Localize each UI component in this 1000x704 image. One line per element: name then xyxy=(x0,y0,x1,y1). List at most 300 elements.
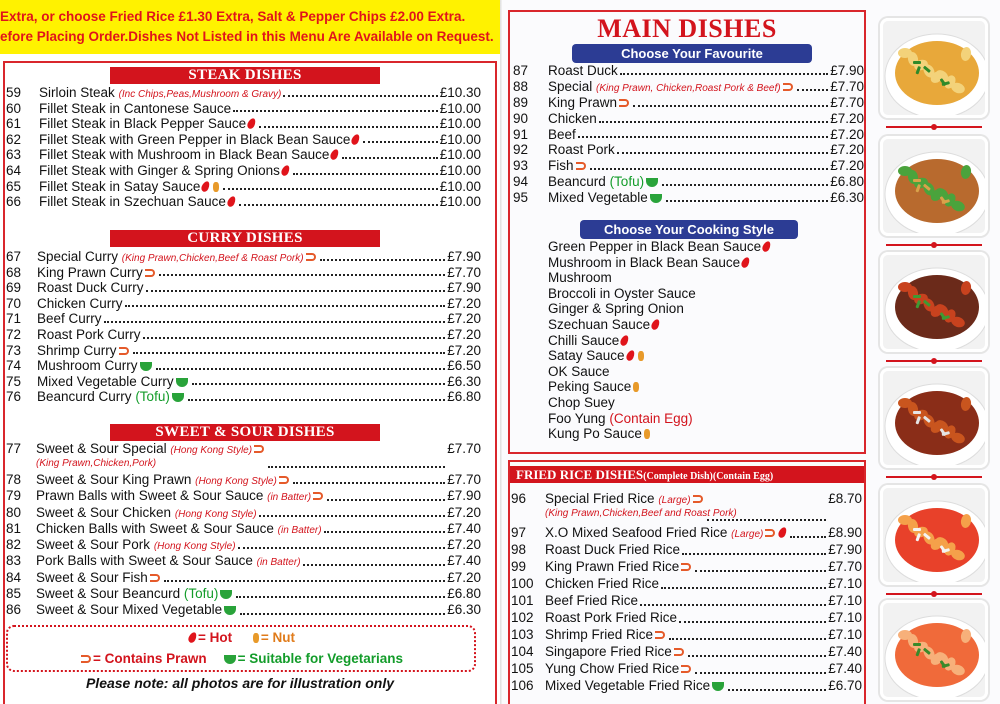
item-number: 96 xyxy=(511,491,527,506)
prawn-icon xyxy=(674,648,684,656)
item-name: Fillet Steak with Mushroom in Black Bean Sauce xyxy=(39,147,330,163)
prawn-icon xyxy=(681,665,691,673)
dot-leader xyxy=(578,127,828,139)
item-number: 68 xyxy=(6,264,22,280)
dot-leader xyxy=(620,63,828,75)
beef-stirfry-photo xyxy=(880,252,988,352)
chili-icon xyxy=(740,256,751,269)
item-name: Beancurd Curry xyxy=(37,389,132,405)
dot-leader xyxy=(797,79,829,91)
item-name-line xyxy=(545,525,828,542)
item-name: Shrimp Curry xyxy=(37,342,117,358)
item-name-line xyxy=(545,593,828,610)
dot-leader xyxy=(303,553,446,565)
cooking-style-item xyxy=(548,239,772,255)
dot-leader xyxy=(342,147,437,159)
item-name-line xyxy=(548,158,830,174)
item-name: Fillet Steak with Green Pepper in Black Bean Sauce xyxy=(39,131,351,147)
item-name-line xyxy=(548,111,830,127)
banner-line-2: efore Placing Order.Dishes Not Listed in this Menu Are Available on Request. xyxy=(0,29,494,44)
item-name-line xyxy=(548,95,830,111)
item-price: £7.20 xyxy=(447,569,481,585)
item-price: £7.10 xyxy=(828,576,862,591)
item-price: £7.20 xyxy=(447,342,481,358)
item-name: Sweet & Sour Mixed Vegetable xyxy=(36,602,223,618)
item-name-wrap xyxy=(548,142,617,158)
item-name: King Prawn Curry xyxy=(37,264,143,280)
legend-nut: = Nut xyxy=(260,630,296,645)
item-number: 80 xyxy=(6,504,22,520)
cooking-style-name: Broccoli in Oyster Sauce xyxy=(548,285,696,301)
item-price: £6.80 xyxy=(447,586,481,602)
item-price: £7.70 xyxy=(830,78,864,94)
item-name: Roast Duck Fried Rice xyxy=(545,542,681,557)
item-name: Singapore Fried Rice xyxy=(545,644,672,659)
decorative-divider xyxy=(872,122,996,132)
item-name: Fillet Steak in Satay Sauce xyxy=(39,178,201,194)
item-number: 83 xyxy=(6,553,22,569)
item-number: 61 xyxy=(6,116,22,132)
item-price: £6.70 xyxy=(828,678,862,693)
item-price: £7.90 xyxy=(447,280,481,296)
menu-item-86 xyxy=(6,602,481,618)
sweet-sour-section-title: SWEET & SOUR DISHES xyxy=(110,424,380,441)
item-price: £7.40 xyxy=(447,520,481,536)
item-name: Special Curry xyxy=(37,249,119,264)
item-number: 103 xyxy=(511,627,534,642)
item-name-wrap xyxy=(548,95,633,111)
item-number: 85 xyxy=(6,586,22,602)
item-number: 69 xyxy=(6,280,22,296)
item-number: 77 xyxy=(6,441,22,456)
cooking-style-item xyxy=(548,286,772,302)
menu-item-92 xyxy=(513,142,864,158)
item-name-line xyxy=(548,174,830,190)
cooking-style-item xyxy=(548,348,772,364)
item-name: Fish xyxy=(548,158,574,174)
dot-leader xyxy=(133,343,446,355)
cooking-style-item xyxy=(548,426,772,442)
item-price: £7.70 xyxy=(447,264,481,280)
item-name-line xyxy=(545,610,828,627)
item-name-line xyxy=(36,505,447,521)
sweet-sour-photo xyxy=(880,485,988,585)
item-price: £10.00 xyxy=(439,162,481,178)
prawn-icon xyxy=(119,347,129,355)
nut-icon xyxy=(213,182,219,192)
item-number: 67 xyxy=(6,249,22,264)
chili-icon xyxy=(619,334,630,347)
prawn-icon xyxy=(655,631,665,639)
item-name: Sweet & Sour Chicken xyxy=(36,504,172,520)
item-name: Prawn Balls with Sweet & Sour Sauce xyxy=(36,488,264,504)
item-name: Pork Balls with Sweet & Sour Sauce xyxy=(36,553,253,569)
item-name-wrap xyxy=(548,174,662,190)
item-name-wrap xyxy=(37,265,159,281)
item-name: Fillet Steak with Ginger & Spring Onions xyxy=(39,162,280,178)
main-dishes-list xyxy=(513,63,864,206)
chili-icon xyxy=(329,148,340,161)
item-number: 87 xyxy=(513,63,529,78)
item-name: Beef Fried Rice xyxy=(545,593,639,608)
item-name-line xyxy=(36,537,447,553)
menu-item-63 xyxy=(6,147,481,163)
item-name-wrap xyxy=(39,147,342,163)
vegetarian-icon xyxy=(172,393,184,402)
item-name-line xyxy=(545,644,828,661)
vegetarian-icon xyxy=(176,378,188,387)
item-name-wrap xyxy=(36,488,327,504)
cooking-style-item xyxy=(548,379,772,395)
item-price: £10.00 xyxy=(439,194,481,210)
item-note: (King Prawn,Chicken,Beef & Roast Pork) xyxy=(121,253,304,264)
dot-leader xyxy=(146,280,446,292)
curry-section-title: CURRY DISHES xyxy=(110,230,380,247)
menu-item-100 xyxy=(511,576,862,593)
item-name: Mixed Vegetable Fried Rice xyxy=(545,678,711,693)
item-name: Yung Chow Fried Rice xyxy=(545,661,680,676)
item-name-wrap xyxy=(39,163,293,179)
item-price: £6.30 xyxy=(447,373,481,389)
item-name-wrap xyxy=(548,79,797,95)
menu-item-105 xyxy=(511,661,862,678)
menu-item-67 xyxy=(6,249,481,265)
item-name-line xyxy=(39,132,440,148)
menu-item-102 xyxy=(511,610,862,627)
item-name-wrap xyxy=(39,194,239,210)
item-name-line xyxy=(545,661,828,678)
item-name-line xyxy=(545,559,828,576)
item-name: Roast Duck Curry xyxy=(37,280,144,296)
chili-icon xyxy=(200,180,211,193)
menu-item-87 xyxy=(513,63,864,79)
item-number: 84 xyxy=(6,569,22,585)
item-number: 72 xyxy=(6,326,22,342)
item-price: £7.20 xyxy=(447,537,481,553)
banner-line-1: Extra, or choose Fried Rice £1.30 Extra, Salt & Pepper Chips £2.00 Extra. xyxy=(0,9,466,24)
item-number: 76 xyxy=(6,389,22,405)
item-name: Special Fried Rice xyxy=(545,491,655,506)
item-name: X.O Mixed Seafood Fried Rice xyxy=(545,525,728,540)
item-note: (Hong Kong Style) xyxy=(174,508,257,520)
item-number: 62 xyxy=(6,131,22,147)
item-number: 78 xyxy=(6,472,22,487)
cooking-style-name: Mushroom xyxy=(548,270,612,286)
item-price: £7.20 xyxy=(830,126,864,142)
item-name-wrap xyxy=(545,525,790,542)
item-name: Chicken Curry xyxy=(37,295,123,311)
menu-item-80 xyxy=(6,505,481,521)
prawn-icon xyxy=(693,495,703,503)
item-price: £7.70 xyxy=(830,94,864,110)
dot-leader xyxy=(159,265,445,277)
cooking-style-name: Peking Sauce xyxy=(548,379,632,395)
item-name-wrap xyxy=(545,661,695,678)
dot-leader xyxy=(239,194,438,206)
item-number: 88 xyxy=(513,78,529,94)
hot-chili-icon xyxy=(187,631,198,644)
item-name-wrap xyxy=(548,127,578,143)
steak-section-title: STEAK DISHES xyxy=(110,67,380,84)
cooking-style-item xyxy=(548,317,772,333)
prawn-icon xyxy=(576,162,586,170)
item-number: 63 xyxy=(6,147,22,163)
menu-item-93 xyxy=(513,158,864,174)
item-price: £7.10 xyxy=(828,593,862,608)
item-name: Beef xyxy=(548,126,576,142)
menu-item-65 xyxy=(6,179,481,195)
item-name-line xyxy=(36,488,447,504)
item-name-line xyxy=(37,374,447,390)
dot-leader xyxy=(640,593,826,606)
menu-item-74 xyxy=(6,358,481,374)
item-name-wrap xyxy=(36,537,238,553)
dot-leader xyxy=(259,116,438,128)
item-name-wrap xyxy=(36,586,236,602)
dot-leader xyxy=(293,472,445,484)
item-name-line xyxy=(37,296,447,312)
item-name: Mushroom Curry xyxy=(37,358,138,374)
menu-item-83 xyxy=(6,553,481,569)
dot-leader xyxy=(679,610,826,623)
dot-leader xyxy=(283,85,437,97)
sweet-sour-list xyxy=(6,441,481,619)
item-name: Special xyxy=(548,78,593,94)
menu-item-62 xyxy=(6,132,481,148)
menu-item-59 xyxy=(6,85,481,101)
menu-item-106 xyxy=(511,678,862,695)
item-name: Sweet & Sour Special xyxy=(36,441,167,456)
item-price: £7.20 xyxy=(447,326,481,342)
nut-icon xyxy=(638,351,644,361)
dot-leader xyxy=(143,327,446,339)
item-name-line xyxy=(37,358,447,374)
item-name-line xyxy=(39,179,440,195)
menu-item-90 xyxy=(513,111,864,127)
menu-item-95 xyxy=(513,190,864,206)
cooking-style-name: Chop Suey xyxy=(548,394,615,410)
item-note: (Hong Kong Style) xyxy=(195,476,277,487)
nut-icon xyxy=(253,633,259,643)
menu-item-88 xyxy=(513,79,864,95)
cooking-style-list xyxy=(548,239,772,442)
dot-leader xyxy=(363,132,437,144)
dot-leader xyxy=(688,644,826,657)
item-price: £7.20 xyxy=(830,142,864,158)
item-price: £7.70 xyxy=(447,472,481,487)
item-name-line xyxy=(36,586,447,602)
item-name-line xyxy=(39,85,440,101)
item-tofu-note: (Tofu) xyxy=(135,389,170,405)
item-price: £7.70 xyxy=(828,559,862,574)
item-note: (Large) xyxy=(658,495,691,506)
item-name-line xyxy=(36,602,447,618)
item-name-wrap xyxy=(37,296,125,312)
dot-leader xyxy=(164,570,445,582)
item-name-line xyxy=(548,79,830,95)
menu-item-104 xyxy=(511,644,862,661)
prawn-icon xyxy=(150,574,160,582)
prawn-icon xyxy=(81,655,91,663)
item-number: 73 xyxy=(6,342,22,358)
item-name: Beancurd xyxy=(548,174,606,190)
item-name-wrap xyxy=(548,158,590,174)
dot-leader xyxy=(327,488,445,500)
item-name-line xyxy=(37,280,447,296)
item-name-wrap xyxy=(545,593,640,610)
item-number: 64 xyxy=(6,162,22,178)
item-name-wrap xyxy=(36,505,259,521)
item-note: (Large) xyxy=(731,529,764,540)
chili-icon xyxy=(350,133,361,146)
item-number: 82 xyxy=(6,537,22,553)
item-price: £7.10 xyxy=(828,627,862,642)
prawn-icon xyxy=(279,476,289,484)
item-price: £7.20 xyxy=(830,158,864,174)
menu-item-73 xyxy=(6,343,481,359)
vegetarian-icon xyxy=(220,590,232,599)
item-sub-note: (King Prawn,Chicken,Beef and Roast Pork) xyxy=(545,508,737,519)
item-name: Fillet Steak in Szechuan Sauce xyxy=(39,194,226,210)
cooking-style-label: Choose Your Cooking Style xyxy=(580,220,798,239)
prawn-icon xyxy=(254,445,264,453)
item-name-line xyxy=(37,343,447,359)
item-price: £7.90 xyxy=(830,63,864,78)
item-price: £7.20 xyxy=(447,295,481,311)
item-name: Roast Duck xyxy=(548,63,618,78)
item-name: Roast Pork Curry xyxy=(37,326,141,342)
menu-item-68 xyxy=(6,265,481,281)
item-price: £7.10 xyxy=(828,610,862,625)
chili-icon xyxy=(246,117,257,130)
item-name-wrap xyxy=(36,472,293,488)
item-number: 81 xyxy=(6,520,22,536)
item-price: £7.40 xyxy=(828,661,862,676)
item-number: 94 xyxy=(513,174,529,190)
cooking-style-item xyxy=(548,395,772,411)
item-name: Fillet Steak in Black Pepper Sauce xyxy=(39,116,247,132)
cooking-style-name: Szechuan Sauce xyxy=(548,316,651,332)
item-price: £7.40 xyxy=(828,644,862,659)
item-name-line xyxy=(36,521,447,537)
item-price: £8.90 xyxy=(828,525,862,540)
vegetarian-icon xyxy=(646,178,658,187)
item-tofu-note: (Tofu) xyxy=(609,174,645,190)
item-name-wrap xyxy=(37,311,104,327)
item-tofu-note: (Tofu) xyxy=(183,586,219,602)
item-name: Sweet & Sour King Prawn xyxy=(36,472,192,487)
cooking-style-item xyxy=(548,255,772,271)
item-name: King Prawn Fried Rice xyxy=(545,559,680,574)
item-number: 104 xyxy=(511,644,534,659)
item-name-line xyxy=(39,116,440,132)
prawn-icon xyxy=(783,83,793,91)
item-number: 99 xyxy=(511,559,527,574)
item-name-wrap xyxy=(37,249,320,265)
item-name: Beef Curry xyxy=(37,311,102,327)
item-price: £8.70 xyxy=(828,491,862,506)
item-name-line xyxy=(548,190,830,206)
dot-leader xyxy=(599,111,828,123)
legend-hot: = Hot xyxy=(197,630,233,645)
item-price: £10.00 xyxy=(439,147,481,163)
fried-rice-list xyxy=(511,491,862,695)
item-name-line xyxy=(37,311,447,327)
item-name-wrap xyxy=(36,553,303,569)
item-name: Chicken Fried Rice xyxy=(545,576,660,591)
item-number: 66 xyxy=(6,194,22,210)
item-number: 79 xyxy=(6,488,22,504)
menu-item-77 xyxy=(6,441,481,472)
cooking-style-name: Mushroom in Black Bean Sauce xyxy=(548,254,741,270)
menu-item-101 xyxy=(511,593,862,610)
item-name-wrap xyxy=(37,374,192,390)
menu-item-82 xyxy=(6,537,481,553)
cooking-style-name: Chilli Sauce xyxy=(548,332,620,348)
dot-leader xyxy=(617,142,828,154)
vegetarian-icon xyxy=(712,682,724,691)
dot-leader xyxy=(240,602,445,614)
dot-leader xyxy=(324,521,446,533)
prawn-icon xyxy=(306,253,316,261)
item-name-wrap xyxy=(37,280,146,296)
cooking-style-item xyxy=(548,333,772,349)
item-name-wrap xyxy=(39,116,259,132)
chili-icon xyxy=(226,195,237,208)
item-name: Roast Pork xyxy=(548,142,615,158)
item-name-wrap xyxy=(545,627,669,644)
vegetarian-icon xyxy=(140,362,152,371)
legend-box xyxy=(6,625,476,672)
item-number: 89 xyxy=(513,94,529,110)
item-number: 91 xyxy=(513,126,529,142)
menu-item-64 xyxy=(6,163,481,179)
item-price: £7.90 xyxy=(828,542,862,557)
item-name-line xyxy=(545,678,828,695)
crispy-beef-photo xyxy=(880,368,988,468)
steak-list xyxy=(6,85,481,210)
legend-prawn: = Contains Prawn xyxy=(92,651,207,666)
main-dishes-title: MAIN DISHES xyxy=(597,14,777,43)
fried-rice-title xyxy=(510,466,864,483)
item-name-wrap xyxy=(548,111,599,127)
dot-leader xyxy=(695,559,826,572)
legend-veg: = Suitable for Vegetarians xyxy=(237,651,404,666)
item-price: £10.30 xyxy=(439,85,481,100)
item-name-wrap xyxy=(545,559,695,576)
item-name-wrap xyxy=(545,576,661,593)
item-name: Sweet & Sour Beancurd xyxy=(36,586,181,602)
item-price: £7.70 xyxy=(447,441,481,456)
item-name-line xyxy=(36,553,447,569)
item-number: 74 xyxy=(6,358,22,374)
item-price: £7.20 xyxy=(447,311,481,327)
item-name: Chicken xyxy=(548,110,597,126)
dot-leader xyxy=(192,374,446,386)
menu-item-84 xyxy=(6,570,481,586)
curry-list xyxy=(6,249,481,405)
dot-leader xyxy=(320,249,446,261)
item-note: (Inc Chips,Peas,Mushroom & Gravy) xyxy=(118,89,282,100)
item-price: £10.00 xyxy=(439,131,481,147)
item-name: Chicken Balls with Sweet & Sour Sauce xyxy=(36,520,274,536)
chicken-peppers-photo xyxy=(880,136,988,236)
dot-leader xyxy=(259,505,446,517)
item-number: 90 xyxy=(513,110,529,126)
choose-favourite-label: Choose Your Favourite xyxy=(572,44,812,63)
cooking-style-item xyxy=(548,364,772,380)
item-number: 95 xyxy=(513,190,529,206)
